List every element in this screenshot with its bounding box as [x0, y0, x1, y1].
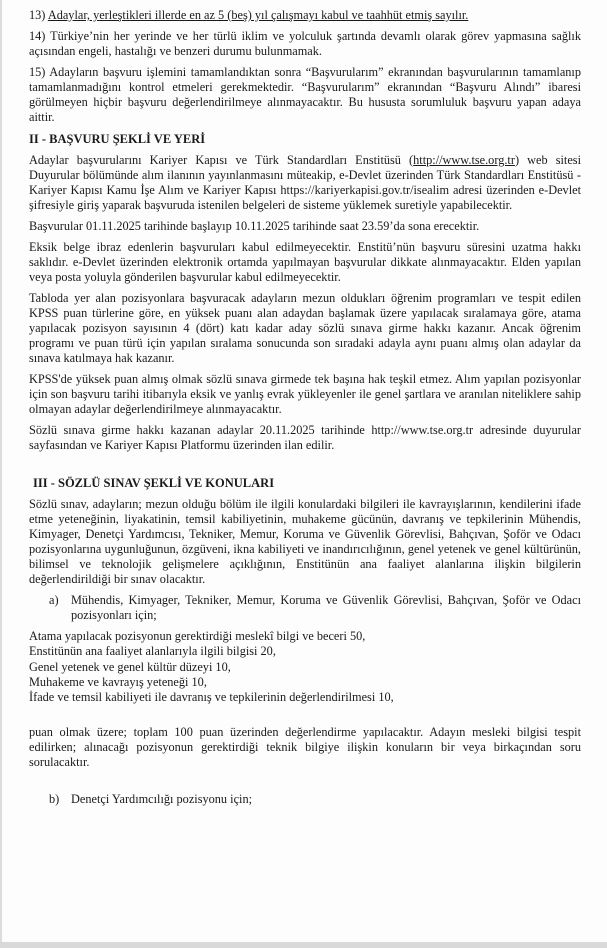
section-2-paragraph-5: KPSS'de yüksek puan almış olmak sözlü sınava girmede tek başına hak teşkil etmez. Alım yapılan pozisyonlar için son başvuru tarihi itibarıyla eksik ve yanlış evrak yükleyenler ile genel şartlara ve aranılan niteliklere sahip olmayan adaylar değerlendirilmeye alınmayacaktır. — [29, 372, 581, 416]
score-item: İfade ve temsil kabiliyeti ile davranış ve tepkilerinin değerlendirilmesi 10, — [29, 690, 394, 705]
item-13 — [29, 8, 581, 23]
section-2-paragraph-3: Eksik belge ibraz edenlerin başvuruları kabul edilmeyecektir. Enstitü’nün başvuru süresini uzatma hakkı saklıdır. e-Devlet üzerinden elektronik ortamda yapılmayan başvurular dikkate alınmayacaktır. Elden yapılan veya posta yoluyla gönderilen başvurular kabul edilmeyecektir. — [29, 240, 581, 284]
score-list — [29, 629, 581, 705]
item-13-number: 13) — [29, 8, 46, 22]
tse-website-link[interactable]: http://www.tse.org.tr — [413, 153, 515, 167]
list-item-text: Mühendis, Kimyager, Tekniker, Memur, Koruma ve Güvenlik Görevlisi, Bahçıvan, Şoför ve Odacı pozisyonları için; — [71, 593, 581, 622]
spacer — [29, 776, 581, 790]
list-item-text: Denetçi Yardımcılığı pozisyonu için; — [71, 792, 253, 807]
document-content — [29, 8, 581, 813]
score-item: Muhakeme ve kavrayış yeteneği 10, — [29, 674, 207, 689]
item-14: 14) Türkiye’nin her yerinde ve her türlü iklim ve yolculuk şartında devamlı olarak görev yapmasına sağlık açısından engeli, hastalığı ve benzeri durumu bulunmamak. — [29, 29, 581, 58]
list-marker: b) — [49, 792, 60, 807]
section-3-paragraph-1: Sözlü sınav, adayların; mezun olduğu bölüm ile ilgili konulardaki bilgileri ile kavrayışlarının, kendilerini ifade etme yeteneğinin, liyakatinin, temsil kabiliyetinin, muhakeme gücünün, davranış ve tepkilerinin Mühendis, Kimyager, Denetçi Yardımcısı, Tekniker, Memur, Koruma ve Güvenlik Görevlisi, Bahçıvan, Şoför ve Odacı pozisyonlarına uygunluğunun, özgüveni, ikna kabiliyeti ve inandırıcılığının, genel yetenek ve genel kültürünün, bilimsel ve teknolojik gelişmelere açıklığının, Enstitünün ana faaliyet alanlarına ilişkin bilgilerin değerlendirildiği bir sınav olacaktır. — [29, 497, 581, 586]
list-item-a — [49, 593, 581, 623]
section-3-paragraph-2: puan olmak üzere; toplam 100 puan üzerinden değerlendirme yapılacaktır. Adayın mesleki bilgisi tespit edilirken; alınacağı pozisyonun gerektirdiği teknik bilgiye ilişkin konuların bir veya birkaçından soru sorulacaktır. — [29, 725, 581, 770]
section-2-paragraph-4: Tabloda yer alan pozisyonlara başvuracak adayların mezun oldukları öğrenim programları ve tespit edilen KPSS puan türlerine göre, en yüksek puanı alan adaydan başlamak üzere yapılacak sıralamaya göre, atama yapılacak pozisyon sayısının 4 (dört) katı kadar aday sözlü sınava girme hakkı kazanır. Ancak öğrenim programı ve puan türü için yapılan sıralama sonucunda son sıradaki adayla aynı puanı almış olan adaylar da sınava katılmaya hak kazanır. — [29, 291, 581, 365]
score-item: Atama yapılacak pozisyonun gerektirdiği meslekî bilgi ve beceri 50, — [29, 629, 366, 643]
paragraph-text: Adaylar başvurularını Kariyer Kapısı ve Türk Standardları Enstitüsü ( — [29, 153, 414, 167]
score-item: Genel yetenek ve genel kültür düzeyi 10, — [29, 659, 231, 674]
section-2-paragraph-1 — [29, 153, 581, 213]
section-2-heading: II - BAŞVURU ŞEKLİ VE YERİ — [29, 132, 206, 146]
list-marker: a) — [49, 593, 59, 607]
list-item-b — [49, 792, 581, 807]
score-item: Enstitünün ana faaliyet alanlarıyla ilgili bilgisi 20, — [29, 644, 276, 659]
section-2-application-dates: Başvurular 01.11.2025 tarihinde başlayıp 10.11.2025 tarihinde saat 23.59’da sona erecektir. — [29, 219, 480, 233]
section-2-paragraph-6: Sözlü sınava girme hakkı kazanan adaylar 20.11.2025 tarihinde http://www.tse.org.tr adresinde duyurular sayfasından ve Kariyer Kapısı Platformu üzerinden ilan edilir. — [29, 423, 581, 452]
item-15: 15) Adayların başvuru işlemini tamamlandıktan sonra “Başvurularım” ekranından başvurularının tamamlanıp tamamlanmadığını kontrol etmeleri gerekmektedir. “Başvurularım” ekranından “Başvuru Alındı” ibaresi görülmeyen hiçbir başvuru değerlendirilmeye alınmayacaktır. Bu hususta sorumluluk başvuru yapan adaya aittir. — [29, 65, 581, 124]
page-bottom-edge — [0, 942, 607, 948]
spacer — [29, 711, 581, 725]
section-3-heading: III - SÖZLÜ SINAV ŞEKLİ VE KONULARI — [33, 476, 275, 490]
item-13-text: Adaylar, yerleştikleri illerde en az 5 (beş) yıl çalışmayı kabul ve taahhüt etmiş sayılır. — [47, 8, 469, 22]
paragraph-text: ) web sitesi Duyurular bölümünde alım ilanının yayınlanmasını müteakip, e-Devlet üzerinden Türk Standardları Enstitüsü - Kariyer Kapısı Kamu İşe Alım ve Kariyer Kapısı https://kariyerkapisi.gov.tr/isealim adresi üzerinden e-Devlet şifresiyle giriş yaparak başvuruda istenilen belgeleri de sisteme yüklemek suretiyle yapabilecektir. — [29, 153, 581, 212]
